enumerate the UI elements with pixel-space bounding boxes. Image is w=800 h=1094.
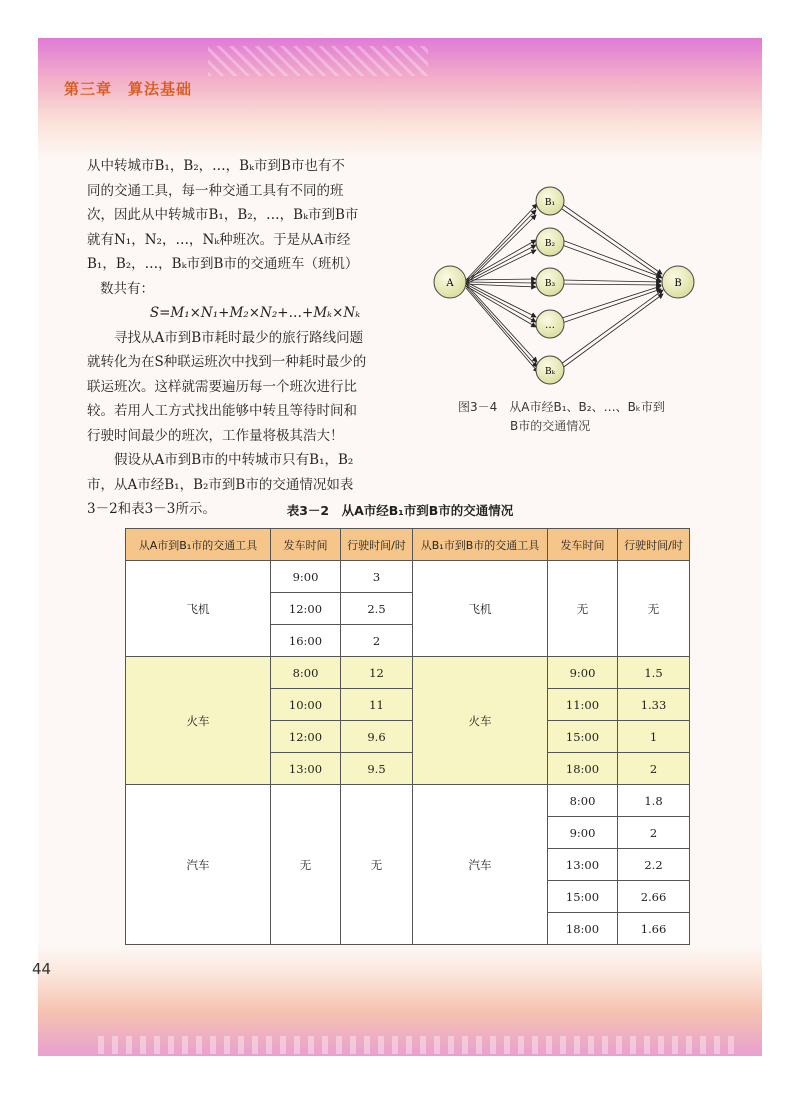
node-bk [536, 356, 564, 384]
paragraph-3-line: 市，从A市经B₁，B₂市到B市的交通情况如表 [87, 476, 354, 493]
time-cell: 11:00 [548, 689, 618, 721]
time-cell: 8:00 [271, 657, 341, 689]
node-b [662, 266, 694, 298]
time-cell: 9:00 [548, 817, 618, 849]
node-b3 [536, 268, 564, 296]
node-a [434, 266, 466, 298]
time-cell: 18:00 [548, 913, 618, 945]
paragraph-3-line: 假设从A市到B市的中转城市只有B₁，B₂ [114, 452, 354, 468]
duration-cell: 12 [341, 657, 413, 689]
paragraph-1-line: 从中转城市B₁，B₂，…，Bₖ市到B市也有不 [87, 158, 345, 174]
duration-cell: 无 [341, 785, 413, 945]
table-title: 表3－2 从A市经B₁市到B市的交通情况 [286, 503, 514, 518]
edges-mid-to-b [561, 204, 663, 369]
svg-text:B₂: B₂ [544, 239, 556, 249]
duration-cell: 2.66 [618, 881, 690, 913]
duration-cell: 1.5 [618, 657, 690, 689]
paragraph-1-line: 就有N₁，N₂，…，Nₖ种班次。于是从A市经 [87, 231, 351, 248]
duration-cell: 2.2 [618, 849, 690, 881]
chapter-title: 第三章 算法基础 [64, 80, 193, 98]
paragraph-1-line: B₁，B₂，…，Bₖ市到B市的交通班车（班机） [87, 256, 359, 272]
time-cell: 9:00 [271, 561, 341, 593]
page-number: 44 [32, 960, 52, 978]
transport-table [125, 528, 690, 945]
table-row [126, 785, 690, 817]
time-cell: 13:00 [271, 753, 341, 785]
paragraph-2-line: 较。若用人工方式找出能够中转且等待时间和 [87, 403, 357, 419]
time-cell: 8:00 [548, 785, 618, 817]
paragraph-2-line: 行驶时间最少的班次，工作量将极其浩大！ [87, 427, 344, 444]
time-cell: 12:00 [271, 593, 341, 625]
edges-a-to-mid [466, 204, 538, 372]
time-cell: 10:00 [271, 689, 341, 721]
paragraph-2-line: 就转化为在S种联运班次中找到一种耗时最少的 [87, 354, 367, 370]
time-cell: 无 [271, 785, 341, 945]
duration-cell: 9.6 [341, 721, 413, 753]
duration-cell: 2 [341, 625, 413, 657]
column-header: 发车时间 [271, 529, 341, 561]
duration-cell: 1.66 [618, 913, 690, 945]
column-header: 从A市到B₁市的交通工具 [126, 529, 271, 561]
column-header: 从B₁市到B市的交通工具 [413, 529, 548, 561]
formula: S=M₁×N₁+M₂×N₂+…+Mₖ×Nₖ [149, 305, 361, 321]
mode-cell: 火车 [413, 657, 548, 785]
duration-cell: 1.33 [618, 689, 690, 721]
svg-text:B₁: B₁ [544, 198, 556, 208]
duration-cell: 1 [618, 721, 690, 753]
svg-text:B: B [674, 278, 682, 289]
duration-cell: 无 [618, 561, 690, 657]
duration-cell: 11 [341, 689, 413, 721]
node-ellipsis [536, 310, 564, 338]
time-cell: 12:00 [271, 721, 341, 753]
mode-cell: 汽车 [413, 785, 548, 945]
svg-text:B₃: B₃ [544, 279, 556, 289]
duration-cell: 3 [341, 561, 413, 593]
mode-cell: 飞机 [413, 561, 548, 657]
column-header: 发车时间 [548, 529, 618, 561]
paragraph-3-line: 3－2和表3－3所示。 [87, 501, 216, 517]
time-cell: 无 [548, 561, 618, 657]
figure-caption [458, 398, 698, 436]
mode-cell: 汽车 [126, 785, 271, 945]
paragraph-1-line: 数共有： [100, 280, 154, 297]
duration-cell: 9.5 [341, 753, 413, 785]
table-header-row [126, 529, 690, 561]
column-header: 行驶时间/时 [618, 529, 690, 561]
time-cell: 16:00 [271, 625, 341, 657]
time-cell: 9:00 [548, 657, 618, 689]
svg-text:A: A [446, 278, 454, 289]
paragraph-1-line: 次，因此从中转城市B₁，B₂，…，Bₖ市到B市 [87, 207, 359, 223]
paragraph-2-line: 寻找从A市到B市耗时最少的旅行路线问题 [114, 329, 364, 346]
caption-line-2: B市的交通情况 [510, 419, 591, 433]
caption-line-1: 图3－4 从A市经B₁、B₂、…、Bₖ市到 [458, 400, 665, 414]
duration-cell: 2 [618, 817, 690, 849]
paragraph-2-line: 联运班次。这样就需要遍历每一个班次进行比 [87, 378, 357, 395]
body-text [87, 154, 423, 522]
time-cell: 13:00 [548, 849, 618, 881]
header-band [38, 38, 762, 158]
duration-cell: 2.5 [341, 593, 413, 625]
footer-pattern [98, 1036, 738, 1054]
svg-text:…: … [545, 320, 555, 331]
footer-band [38, 946, 762, 1056]
table-row [126, 561, 690, 593]
node-b1 [536, 187, 564, 215]
time-cell: 15:00 [548, 721, 618, 753]
paragraph-1-line: 同的交通工具，每一种交通工具有不同的班 [87, 182, 344, 199]
mode-cell: 火车 [126, 657, 271, 785]
duration-cell: 2 [618, 753, 690, 785]
time-cell: 18:00 [548, 753, 618, 785]
table-row [126, 657, 690, 689]
route-diagram [432, 182, 710, 392]
duration-cell: 1.8 [618, 785, 690, 817]
svg-text:Bₖ: Bₖ [545, 367, 555, 377]
header-pattern [208, 46, 428, 76]
column-header: 行驶时间/时 [341, 529, 413, 561]
mode-cell: 飞机 [126, 561, 271, 657]
time-cell: 15:00 [548, 881, 618, 913]
node-b2 [536, 228, 564, 256]
